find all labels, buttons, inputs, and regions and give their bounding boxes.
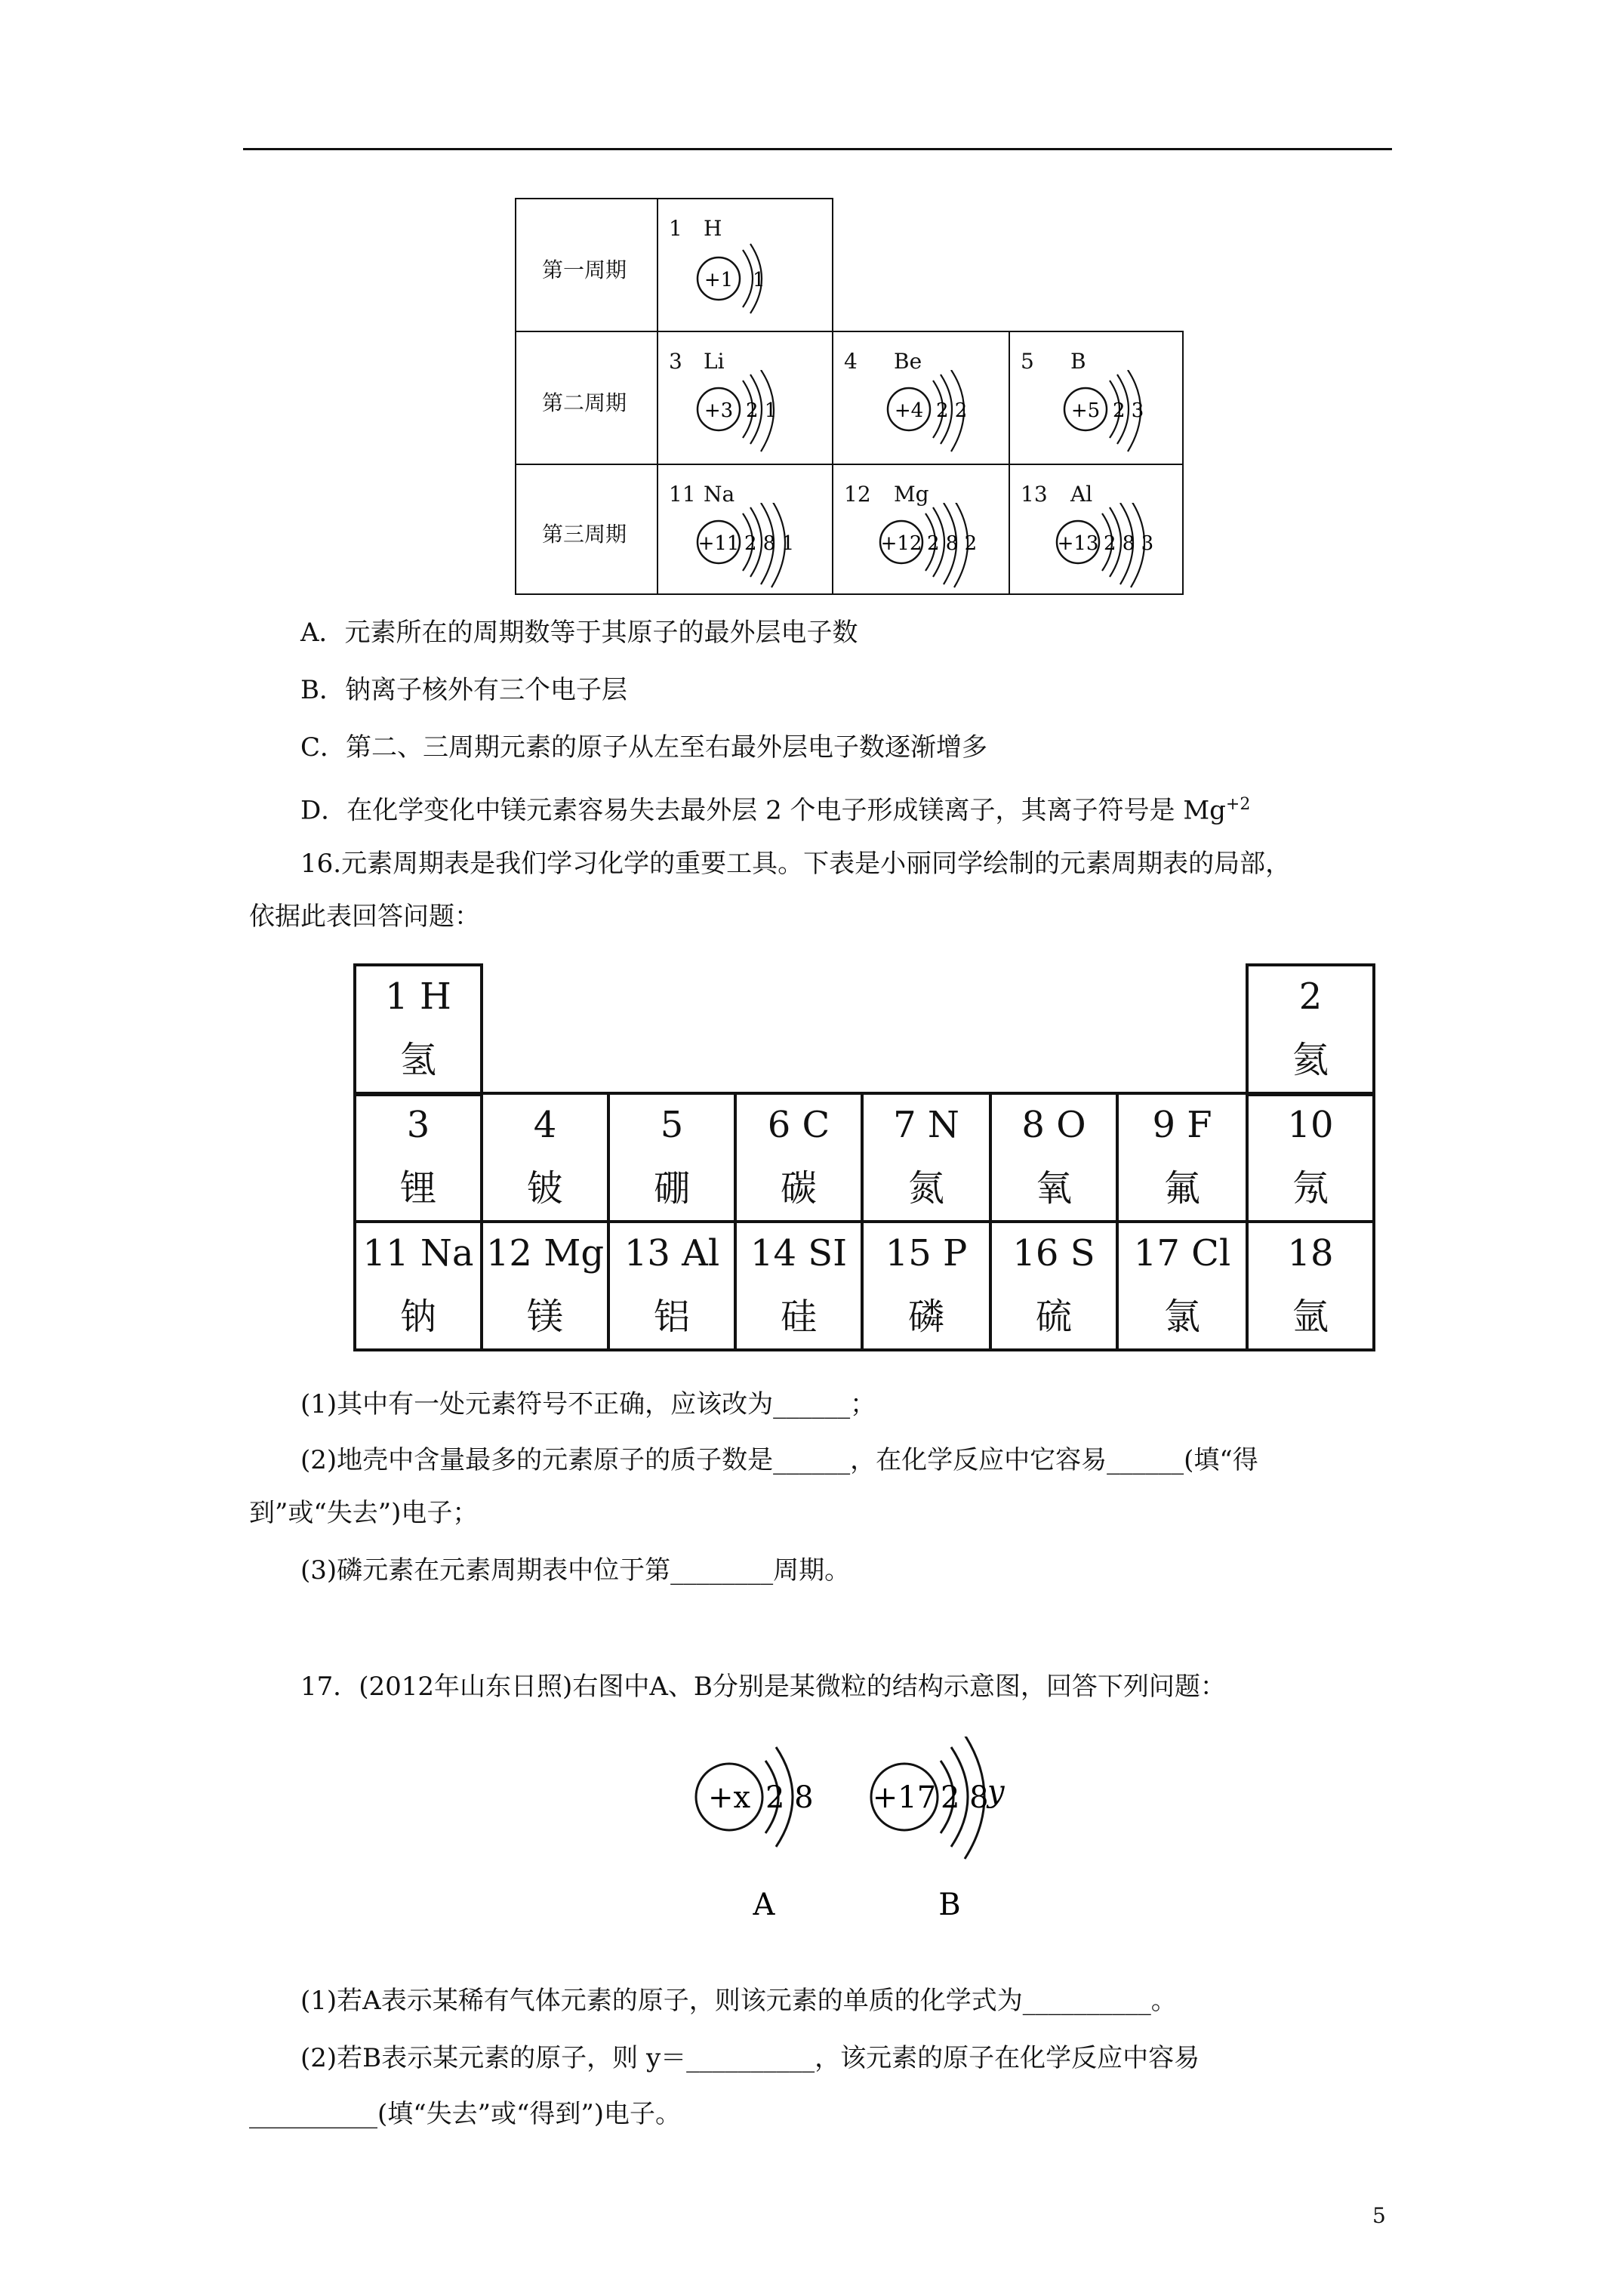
period-1-label-cell	[515, 198, 658, 332]
diagram-a-nucleus: +x	[707, 1780, 751, 1815]
element-symbol: H	[704, 216, 722, 241]
q15-option-c: C．第二、三周期元素的原子从左至右最外层电子数逐渐增多	[300, 732, 988, 763]
element-number: 12	[844, 482, 871, 507]
element-symbol: B	[1070, 349, 1086, 374]
svg-text:2 3: 2 3	[1113, 399, 1144, 422]
q17-structure-diagrams	[679, 1737, 1042, 1940]
pt-cell-13: 13 Al 铝	[624, 1232, 720, 1338]
element-cell-Na	[657, 464, 833, 595]
svg-text:2 1: 2 1	[746, 399, 778, 422]
q17-sub2-line2: __________(填“失去”或“得到”)电子。	[249, 2099, 682, 2129]
atom-diagram-Mg	[871, 503, 1007, 593]
pt-cell-10: 10 氖	[1287, 1104, 1334, 1210]
period-3-label: 第三周期	[542, 522, 627, 547]
pt-cell-4: 4 铍	[526, 1104, 563, 1210]
q15-option-b: B．钠离子核外有三个电子层	[300, 675, 627, 705]
pt-cell-1: 1 H 氢	[385, 975, 451, 1081]
q17-stem: 17．(2012年山东日照)右图中A、B分别是某微粒的结构示意图，回答下列问题：	[300, 1672, 1226, 1702]
diagram-a	[696, 1747, 814, 1922]
page-number: 5	[1372, 2203, 1386, 2228]
element-number: 5	[1021, 349, 1034, 374]
element-number: 1	[669, 216, 682, 241]
svg-text:+3: +3	[704, 399, 734, 422]
pt-cell-12: 12 Mg 镁	[485, 1232, 605, 1338]
element-symbol: Mg	[894, 482, 929, 507]
period-1-label: 第一周期	[542, 257, 627, 282]
pt-cell-5: 5 硼	[653, 1104, 690, 1210]
q17-sub1: (1)若A表示某稀有气体元素的原子，则该元素的单质的化学式为__________。	[300, 1986, 1177, 2016]
pt-cell-6: 6 C 碳	[767, 1104, 830, 1210]
diagram-a-label: A	[753, 1888, 775, 1922]
period-2-label-cell	[515, 331, 658, 465]
period-2-label: 第二周期	[542, 390, 627, 415]
element-cell-Al	[1009, 464, 1184, 595]
shell-electrons: 1	[753, 269, 765, 291]
q17-sub2-line1: (2)若B表示某元素的原子，则 y＝__________，该元素的原子在化学反应中容易	[300, 2043, 1200, 2073]
element-symbol: Al	[1070, 482, 1093, 507]
pt-cell-16: 16 S 硫	[1012, 1232, 1095, 1338]
atom-diagram-Li	[688, 370, 832, 461]
q15-option-d	[300, 790, 1250, 825]
element-number: 4	[844, 349, 858, 374]
q16-sub3: (3)磷元素在元素周期表中位于第________周期。	[300, 1555, 851, 1586]
svg-text:2 8 1: 2 8 1	[744, 532, 795, 555]
q15-option-d-rest: 个电子形成镁离子，其离子符号是	[790, 795, 1175, 826]
q15-option-a: A．元素所在的周期数等于其原子的最外层电子数	[300, 618, 858, 648]
svg-text:+4: +4	[894, 399, 924, 422]
atom-diagram-H	[688, 241, 824, 324]
element-cell-H	[657, 198, 833, 332]
q16-stem-line1: 16.元素周期表是我们学习化学的重要工具。下表是小丽同学绘制的元素周期表的局部，	[300, 849, 1292, 879]
element-cell-Be	[832, 331, 1010, 465]
element-symbol: Be	[894, 349, 922, 374]
q16-sub2-line2: 到”或“失去”)电子；	[249, 1498, 479, 1528]
q16-sub1: (1)其中有一处元素符号不正确，应该改为______；	[300, 1389, 876, 1419]
element-cell-Li	[657, 331, 833, 465]
diagram-a-shells: 2 8	[765, 1780, 814, 1815]
svg-text:+5: +5	[1070, 399, 1101, 422]
q15-option-d-charge: +2	[1225, 795, 1251, 814]
q15-option-d-ion: Mg	[1183, 795, 1226, 826]
header-rule	[243, 148, 1392, 150]
pt-cell-15: 15 P 磷	[885, 1232, 968, 1338]
period-3-label-cell	[515, 464, 658, 595]
pt-cell-11: 11 Na 钠	[362, 1232, 474, 1338]
diagram-b-label: B	[938, 1888, 961, 1922]
pt-cell-8: 8 O 氧	[1021, 1104, 1086, 1210]
q15-option-d-number: 2	[765, 795, 782, 826]
atom-diagram-B	[1055, 370, 1182, 461]
q15-option-d-text: D．在化学变化中镁元素容易失去最外层	[300, 795, 758, 826]
diagram-b-shells: 2 8	[941, 1780, 989, 1815]
nucleus-label: +1	[704, 269, 734, 291]
element-symbol: Li	[704, 349, 725, 374]
svg-text:+12: +12	[880, 532, 922, 555]
svg-text:2 2: 2 2	[936, 399, 968, 422]
pt-cell-7: 7 N 氮	[893, 1104, 959, 1210]
pt-cell-14: 14 SI 硅	[750, 1232, 848, 1338]
atom-diagram-Na	[688, 503, 832, 593]
q16-stem-line2: 依据此表回答问题：	[249, 901, 480, 932]
diagram-b	[871, 1737, 1006, 1922]
diagram-b-nucleus: +17	[872, 1780, 937, 1815]
pt-cell-17: 17 Cl 氯	[1133, 1232, 1231, 1338]
element-cell-B	[1009, 331, 1184, 465]
pt-cell-3: 3 锂	[399, 1104, 436, 1210]
svg-text:2 8 2: 2 8 2	[927, 532, 978, 555]
pt-cell-9: 9 F 氟	[1152, 1104, 1212, 1210]
element-symbol: Na	[704, 482, 735, 507]
diagram-b-outer: y	[987, 1774, 1005, 1809]
q16-sub2-line1: (2)地壳中含量最多的元素原子的质子数是______，在化学反应中它容易______(填“得	[300, 1445, 1258, 1475]
element-number: 13	[1021, 482, 1048, 507]
element-cell-Mg	[832, 464, 1010, 595]
pt-cell-18: 18 氩	[1287, 1232, 1334, 1338]
svg-text:+11: +11	[698, 532, 740, 555]
element-number: 3	[669, 349, 682, 374]
atom-diagram-Al	[1048, 503, 1181, 593]
svg-text:+13: +13	[1057, 532, 1099, 555]
pt-cell-2: 2 氦	[1292, 975, 1329, 1081]
svg-text:2 8 3: 2 8 3	[1104, 532, 1154, 555]
element-number: 11	[669, 482, 696, 507]
atom-diagram-Be	[879, 370, 1007, 461]
